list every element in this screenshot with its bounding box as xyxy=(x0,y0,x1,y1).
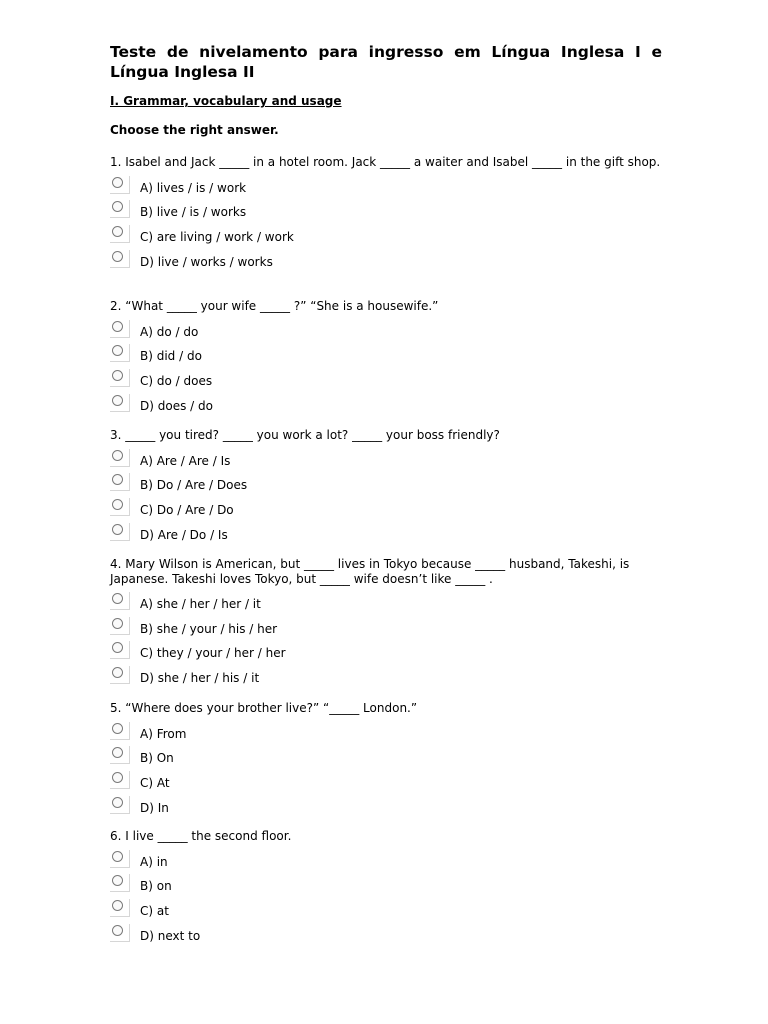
radio-button[interactable] xyxy=(110,250,130,268)
option-label: A) do / do xyxy=(140,324,199,339)
option-c[interactable] xyxy=(110,368,670,393)
option-label: B) did / do xyxy=(140,349,202,364)
option-d[interactable] xyxy=(110,795,670,820)
question-text: 3. _____ you tired? _____ you work a lot? _____ your boss friendly? xyxy=(110,428,500,442)
radio-button[interactable] xyxy=(110,899,130,917)
question-4 xyxy=(110,557,670,690)
option-label: A) lives / is / work xyxy=(140,180,247,195)
option-label: C) do / does xyxy=(140,373,213,388)
question-text: 2. “What _____ your wife _____ ?” “She is a housewife.” xyxy=(110,299,439,313)
option-label: C) they / your / her / her xyxy=(140,646,286,661)
option-label: C) At xyxy=(140,775,170,790)
radio-button[interactable] xyxy=(110,850,130,868)
question-6 xyxy=(110,829,670,947)
question-text: 1. Isabel and Jack _____ in a hotel room. Jack _____ a waiter and Isabel _____ in the gift shop. xyxy=(110,155,661,169)
option-d[interactable] xyxy=(110,249,670,274)
question-3 xyxy=(110,428,670,546)
radio-button[interactable] xyxy=(110,320,130,338)
option-label: A) she / her / her / it xyxy=(140,597,261,611)
radio-button[interactable] xyxy=(110,200,130,218)
option-c[interactable] xyxy=(110,640,670,665)
option-b[interactable] xyxy=(110,873,670,898)
radio-button[interactable] xyxy=(110,369,130,387)
option-label: C) Do / Are / Do xyxy=(140,502,234,517)
radio-button[interactable] xyxy=(110,666,130,684)
instruction: Choose the right answer. xyxy=(110,123,279,137)
radio-button[interactable] xyxy=(110,722,130,740)
radio-button[interactable] xyxy=(110,498,130,516)
option-c[interactable] xyxy=(110,770,670,795)
question-text: 5. “Where does your brother live?” “_____ London.” xyxy=(110,701,418,715)
option-a[interactable] xyxy=(110,721,670,746)
option-b[interactable] xyxy=(110,472,670,497)
radio-button[interactable] xyxy=(110,796,130,814)
option-c[interactable] xyxy=(110,497,670,522)
option-b[interactable] xyxy=(110,616,670,641)
question-5 xyxy=(110,701,670,819)
option-label: A) Are / Are / Is xyxy=(140,453,231,468)
option-label: D) does / do xyxy=(140,398,213,413)
radio-button[interactable] xyxy=(110,523,130,541)
document-title: Teste de nivelamento para ingresso em Língua Inglesa I e Língua Inglesa II xyxy=(110,43,662,81)
radio-button[interactable] xyxy=(110,225,130,243)
option-b[interactable] xyxy=(110,199,670,224)
option-label: A) in xyxy=(140,854,168,869)
option-label: B) on xyxy=(140,879,172,894)
option-d[interactable] xyxy=(110,665,670,690)
radio-button[interactable] xyxy=(110,176,130,194)
question-text: 6. I live _____ the second floor. xyxy=(110,829,292,843)
radio-button[interactable] xyxy=(110,617,130,635)
option-c[interactable] xyxy=(110,224,670,249)
radio-button[interactable] xyxy=(110,394,130,412)
option-label: C) at xyxy=(140,903,169,918)
radio-button[interactable] xyxy=(110,924,130,942)
option-d[interactable] xyxy=(110,923,670,948)
option-a[interactable] xyxy=(110,591,670,616)
radio-button[interactable] xyxy=(110,641,130,659)
radio-button[interactable] xyxy=(110,874,130,892)
option-a[interactable] xyxy=(110,319,670,344)
option-a[interactable] xyxy=(110,849,670,874)
question-1 xyxy=(110,155,670,273)
radio-button[interactable] xyxy=(110,473,130,491)
radio-button[interactable] xyxy=(110,746,130,764)
option-a[interactable] xyxy=(110,175,670,200)
question-2 xyxy=(110,299,670,417)
option-b[interactable] xyxy=(110,745,670,770)
option-label: D) she / her / his / it xyxy=(140,671,260,686)
option-label: B) Do / Are / Does xyxy=(140,478,248,493)
option-d[interactable] xyxy=(110,522,670,547)
option-c[interactable] xyxy=(110,898,670,923)
option-label: D) In xyxy=(140,800,169,815)
question-text: 4. Mary Wilson is American, but _____ lives in Tokyo because _____ husband, Takeshi, is Japanese. Takeshi loves Tokyo, but _____ wife doesn’t like _____ . xyxy=(110,557,630,586)
radio-button[interactable] xyxy=(110,592,130,610)
section-heading: I. Grammar, vocabulary and usage xyxy=(110,94,342,108)
option-b[interactable] xyxy=(110,343,670,368)
option-label: C) are living / work / work xyxy=(140,229,294,244)
option-a[interactable] xyxy=(110,448,670,473)
option-label: D) live / works / works xyxy=(140,254,273,269)
radio-button[interactable] xyxy=(110,771,130,789)
option-label: B) On xyxy=(140,751,174,766)
option-label: A) From xyxy=(140,726,187,741)
option-label: D) next to xyxy=(140,928,201,943)
option-d[interactable] xyxy=(110,393,670,418)
radio-button[interactable] xyxy=(110,449,130,467)
option-label: D) Are / Do / Is xyxy=(140,527,228,542)
option-label: B) she / your / his / her xyxy=(140,621,278,636)
radio-button[interactable] xyxy=(110,344,130,362)
option-label: B) live / is / works xyxy=(140,205,247,220)
